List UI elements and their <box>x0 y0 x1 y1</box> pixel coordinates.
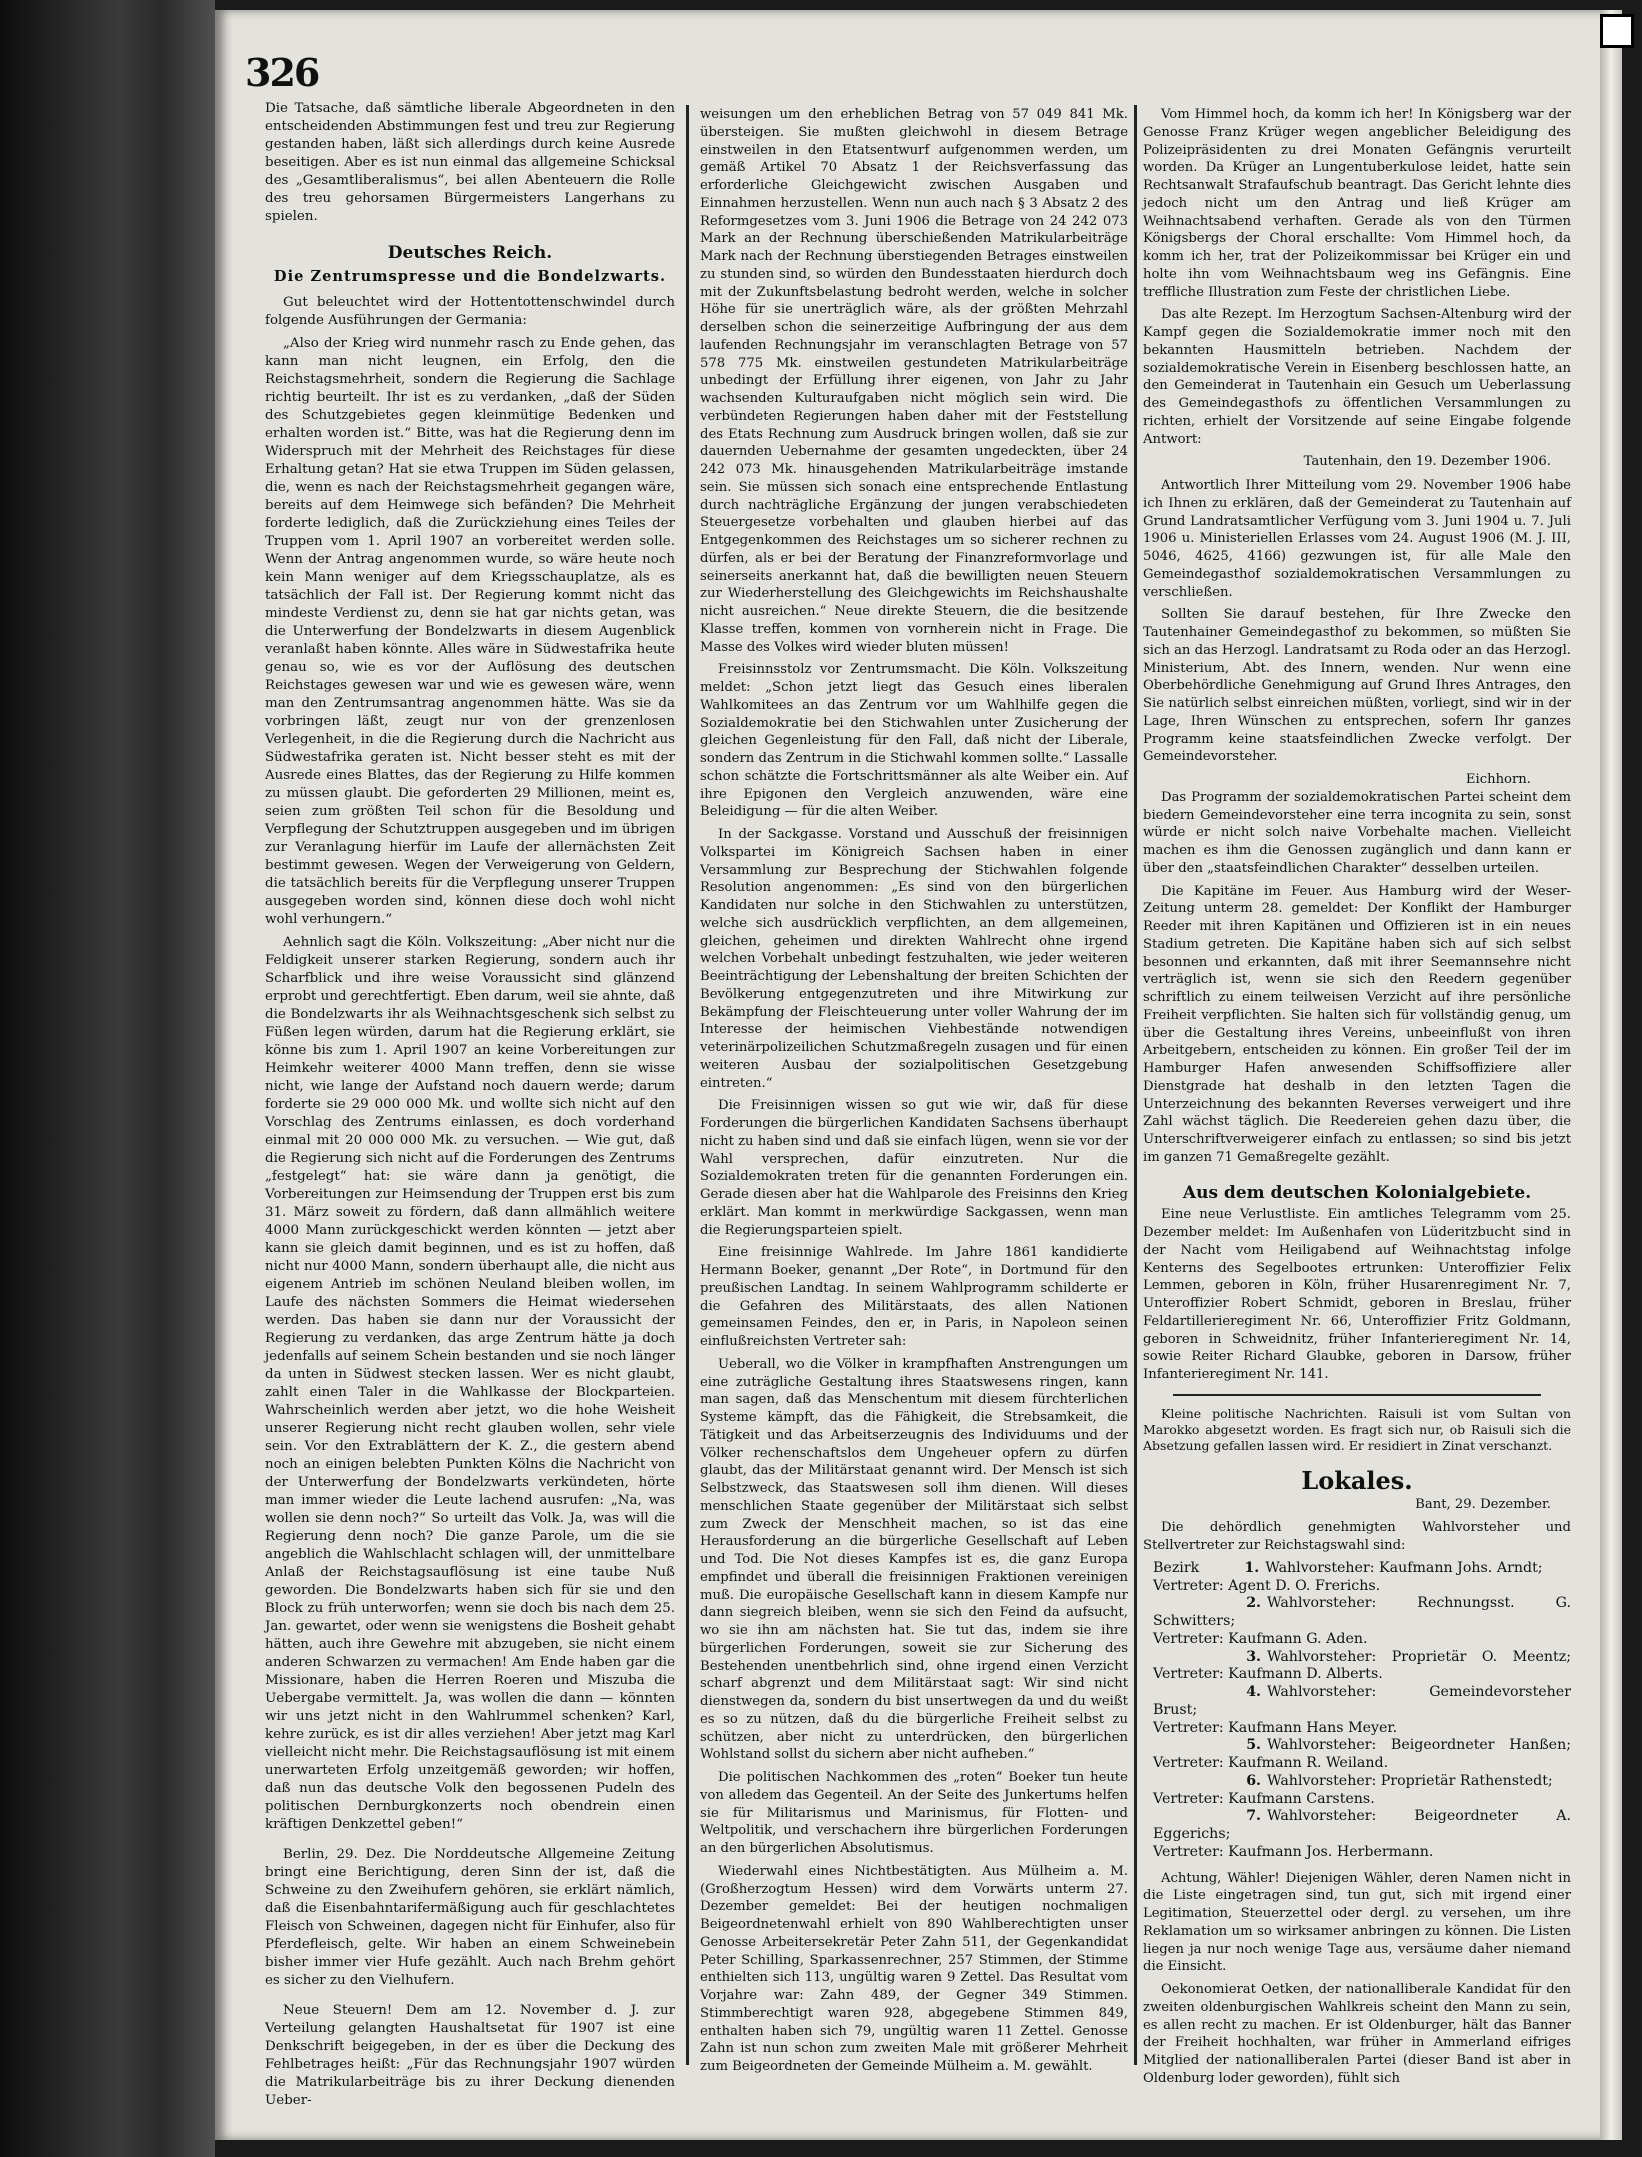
paragraph: Neue Steuern! Dem am 12. November d. J. zur Verteilung gelangten Haushaltsetat für 1907 ist eine Denkschrift beigegeben, in der es über die Deckung des Fehlbetrages heißt: „Für das Rechnungsjahr 1907 würden die Matrikularbeiträge bis zu ihrer Deckung dienenden Ueber- <box>265 2003 675 2108</box>
section-heading: Aus dem deutschen Kolonialgebiete. <box>1182 1182 1532 1203</box>
column-rule <box>1134 105 1137 2065</box>
paragraph: Eine freisinnige Wahlrede. Im Jahre 1861 kandidierte Hermann Boeker, genannt „Der Rote“, in Dortmund für den preußischen Landtag. In seinem Wahlprogramm schilderte er die Gefahren des Militärstaats, des allen Nationen gemeinsamen Feindes, den er, in Paris, in Napoleon seinen einflußreichsten Vertreter sah: <box>700 1245 1128 1349</box>
dateline: Bant, 29. Dezember. <box>1415 1496 1551 1512</box>
district-number: 3. <box>1246 1648 1261 1665</box>
list-item <box>1143 1808 1571 1844</box>
corner-marker <box>1600 14 1634 48</box>
intro-paragraph: Die Tatsache, daß sämtliche liberale Abgeordneten in den entscheidenden Abstimmungen fest und treu zur Regierung gestanden haben, läßt sich allerdings durch keine Ausrede beseitigen. Aber es ist nun einmal das allgemeine Schicksal des „Gesamtliberalismus“, bei allen Abenteuern die Rolle des treu gehorsamen Bürgermeisters Langerhans zu spielen. <box>265 101 675 224</box>
district-chair: Wahlvorsteher: Beigeordneter Hanßen; Vertreter: Kaufmann R. Weiland. <box>1153 1737 1571 1771</box>
paragraph: weisungen um den erheblichen Betrag von 57 049 841 Mk. übersteigen. Sie mußten gleichwohl in diesem Betrage einstweilen in den Etatsentwurf aufgenommen werden, um gemäß Artikel 70 Absatz 1 der Reichsverfassung das erforderliche Gleichgewicht zwischen Ausgaben und Einnahmen herzustellen. Wenn nun auch nach § 3 Absatz 2 des Reformgesetzes vom 3. Juni 1906 die Betrage von 24 242 073 Mark an der Rechnung überschießenden Matrikularbeiträge Mark nach der Rechnung überstiegenden Betrages einstweilen zu stunden sind, so würden den Bundesstaaten hierdurch doch mit der Zukunftsbelastung bedroht werden, welche in solcher Höhe für sie unerträglich wäre, als der größten Mehrzahl derselben schon die seinerzeitige Aufbringung der aus dem laufenden Rechnungsjahr im veranschlagten Betrage von 57 578 775 Mk. einstweilen gestundeten Matrikularbeiträge unbedingt der Erfüllung ihrer eigenen, von Jahr zu Jahr wachsenden Kulturaufgaben nicht möglich sein wird. Die verbündeten Regierungen haben daher mit der Feststellung des Etats Rechnung zum Ausdruck bringen wollen, daß sie zur dauernden Uebernahme der gesamten ungedeckten, über 24 242 073 Mk. hinausgehenden Matrikularbeiträge imstande sein. Sie müssen sich sonach eine entsprechende Entlastung durch nachträgliche Ergänzung der jungen verabschiedeten Steuergesetze vorbehalten und glauben hierbei auf das Entgegenkommen des Reichstages um so sicherer rechnen zu dürfen, als er bei der Beratung der Finanzreformvorlage und seinerseits anerkannt hat, daß die bewilligten neuen Steuern zur Wiederherstellung des Gleichgewichts im Reichshaushalte nicht ausreichen.“ Neue direkte Steuern, die die besitzende Klasse treffen, kommen von vornherein nicht in Frage. Die Masse des Volkes wird wieder bluten müssen! <box>700 107 1128 655</box>
paragraph: Achtung, Wähler! Diejenigen Wähler, deren Namen nicht in die Liste eingetragen sind, tun gut, sich mit irgend einer Legitimation, Steuerzettel oder dergl. zu versehen, um ihre Reklamation um so wirksamer anbringen zu können. Die Listen liegen ja nur noch wenige Tage aus, versäume daher niemand die Einsicht. <box>1143 1870 1571 1975</box>
page-number: 326 <box>245 50 319 95</box>
district-chair: Wahlvorsteher: Kaufmann Johs. Arndt; <box>1265 1559 1543 1576</box>
paragraph: Gut beleuchtet wird der Hottentottenschwindel durch folgende Ausführungen der Germania: <box>265 295 675 328</box>
district-list <box>1143 1560 1571 1862</box>
list-item <box>1143 1595 1571 1631</box>
district-number: 7. <box>1246 1808 1261 1825</box>
paragraph: Die Kapitäne im Feuer. Aus Hamburg wird der Weser-Zeitung unterm 28. gemeldet: Der Konflikt der Hamburger Reeder mit ihren Kapitänen und Offizieren ist in ein neues Stadium getreten. Die Kapitäne haben sich auf sich selbst besonnen und erkannten, daß mit ihrer Seemannsehre nicht verträglich ist, wenn sie sich den Reedern gegenüber schriftlich zu einem teilweisen Verzicht auf ihre persönliche Freiheit verpflichten. Sie halten sich für vollständig genug, um über die Gestaltung ihres Vereins, unbeeinflußt von ihren Arbeitgebern, entscheiden zu können. Ein großer Teil der im Hamburger Hafen anwesenden Schiffsoffiziere aller Dienstgrade hat deshalb in den letzten Tagen die Unterzeichnung des bekannten Reverses verweigert und ihre Zahl wächst täglich. Die Reedereien gehen dazu über, die Unterschriftverweigerer einfach zu entlassen; so sind bis jetzt im ganzen 71 Gemaßregelte gezählt. <box>1143 883 1571 1165</box>
list-item <box>1143 1649 1571 1685</box>
district-chair: Wahlvorsteher: Proprietär O. Meentz; Vertreter: Kaufmann D. Alberts. <box>1153 1648 1571 1683</box>
paragraph: Wiederwahl eines Nichtbestätigten. Aus Mülheim a. M. (Großherzogtum Hessen) wird dem Vorwärts unterm 27. Dezember gemeldet: Bei der heutigen nochmaligen Beigeordnetenwahl erhielt von 890 Wahlberechtigten unser Genosse Arbeitersekretär Peter Zahn 511, der Gegenkandidat Peter Schilling, Sparkassenrechner, 257 Stimmen, der Stimme enthielten sich 113, ungültig waren 9 Zettel. Das Resultat vom Vorjahre war: Zahn 489, der Gegner 349 Stimmen. Stimmberechtigt waren 928, abgegebene Stimmen 849, enthalten haben sich 79, ungültig waren 11 Zettel. Genosse Zahn ist nun schon zum zweiten Male mit größerer Mehrheit zum Beigeordneten der Gemeinde Mülheim a. M. gewählt. <box>700 1863 1128 2074</box>
district-deputy: Vertreter: Kaufmann Jos. Herbermann. <box>1153 1843 1434 1860</box>
paragraph: In der Sackgasse. Vorstand und Ausschuß der freisinnigen Volkspartei im Königreich Sachsen haben in einer Versammlung zur Besprechung der Stichwahlen folgende Resolution angenommen: „Es sind von den bürgerlichen Kandidaten nur solche in den Stichwahlen zu unterstützen, welche sich ausdrücklich verpflichten, an dem allgemeinen, gleichen, geheimen und direkten Wahlrecht ohne irgend welchen Vorbehalt unbedingt festzuhalten, wie jeder weiteren Beeinträchtigung der Lebenshaltung der breiten Schichten der Bevölkerung entgegenzutreten und ihre Mitwirkung zur Bekämpfung der Fleischteuerung unter voller Wahrung der im Interesse der heimischen Viehbestände notwendigen veterinärpolizeilichen Schutzmaßregeln zusagen und für einen weiteren Ausbau der sozialpolitischen Gesetzgebung eintreten.“ <box>700 827 1128 1091</box>
column-rule <box>686 105 689 2065</box>
district-chair: Wahlvorsteher: Gemeindevorsteher Brust; <box>1153 1684 1571 1718</box>
section-heading: Deutsches Reich. <box>387 243 553 263</box>
column-1 <box>265 100 675 2115</box>
paragraph: Aehnlich sagt die Köln. Volkszeitung: „Aber nicht nur die Feldigkeit unserer starken Regierung, sondern auch ihr Scharfblick und ihre weise Voraussicht sind glänzend erprobt und gerechtfertigt. Eben darum, weil sie ahnte, daß die Bondelzwarts ihr als Weihnachtsgeschenk sich selbst zu Füßen legen würden, darum hat die Regierung erklärt, sie könne bis zum 1. April 1907 an keine Vorbereitungen zur Heimkehr weiterer 4000 Mann treffen, denn sie wisse nicht, wie lange der Aufstand noch dauern werde; darum forderte sie 29 000 000 Mk. und wollte sich nicht auf den Vorschlag des Zentrums einlassen, es doch vorderhand einmal mit 20 000 000 Mk. zu versuchen. — Wie gut, daß die Regierung sich nicht auf die Forderungen des Zentrums „festgelegt“ hat: sie wäre dann ja genötigt, die Vorbereitungen zur Heimsendung der Truppen erst bis zum 31. März soweit zu fördern, daß dann allmählich weitere 4000 Mann zurückgeschickt werden könnten — jetzt aber kann sie gleich damit beginnen, und es ist zu hoffen, daß nicht nur 4000 Mann, sondern überhaupt alle, die nicht aus eigenem Antrieb im schönen Neuland bleiben wollen, im Laufe des nächsten Sommers die Heimat wiedersehen werden. Das haben sie dann nur der Voraussicht der Regierung zu verdanken, das arge Zentrum hätte ja doch jedenfalls auf seinem Schein bestanden und sie noch länger da unten in Südwest stecken lassen. Wer es nicht glaubt, zahlt einen Taler in die Wahlkasse der Blockparteien. Wahrscheinlich werden aber jetzt, wo die hohe Weisheit unserer Regierung nicht recht glauben wollen, sehr viele sein. Vor den Extrablättern der K. Z., die gestern abend noch an einigen belebten Punkten Kölns die Nachricht von der Unterwerfung der Bondelzwarts verkündeten, hörte man immer wieder die Leute lachend ausrufen: „Na, was wollen sie denn noch?“ So urteilt das Volk. Ja, was will die Regierung denn noch? Die ganze Parole, um die sie angeblich die Wahlschlacht schlagen will, der unmittelbare Anlaß der Reichstagsauflösung ist eine taube Nuß geworden. Die Bondelzwarts haben sich für sie und den Block zu früh unterworfen; wenn sie doch bis nach dem 25. Jan. gewartet, oder wenn sie wenigstens die Bosheit gehabt hätten, auch ihre Gewehre mit abzugeben, sie nicht einem anderen Schwarzen zu vermachen! Am Ende haben gar die Missionare, haben die Herren Roeren und Miszuba die Uebergabe vermittelt. Ja, was wollen die dann — könnten wir uns jetzt nicht in den Wahlrummel schenken? Karl, kehre zurück, es ist dir alles verziehen! Aber jetzt mag Karl vielleicht nicht mehr. Die Reichstagsauflösung ist mit einem unerwarteten Erfolg unzeitgemäß geworden; wir hoffen, daß nun das deutsche Volk den begossenen Pudeln des politischen Dernburgkonzerts noch obendrein einen kräftigen Denkzettel geben!“ <box>265 935 675 1832</box>
paragraph: Ueberall, wo die Völker in krampfhaften Anstrengungen um eine zuträgliche Gestaltung ihres Staatswesens ringen, kann man sagen, daß das Menschentum mit diesem fürchterlichen Systeme kämpft, das die Fähigkeit, die Strebsamkeit, die Tätigkeit und das Arbeitserzeugnis des Individuums und der Völker rechenschaftslos dem Ungeheuer opfern zu dürfen glaubt, das der Militärstaat genannt wird. Der Mensch ist sich Selbstzweck, das Staatswesen soll ihm dienen. Will dieses menschlichen Staate gegenüber der Militärstaat sich selbst zum Zweck der Menschheit machen, so ist das eine Herausforderung an die bürgerliche Gesellschaft auf Leben und Tod. Die Not dieses Kampfes ist es, die ganz Europa empfindet und überall die freisinnigen Fraktionen vereinigen muß. Die europäische Gesellschaft kann in diesem Kampfe nur dann siegreich bleiben, wenn sie sich den Feind da aufsucht, wo sie ihn am nächsten hat. Sie tut das, indem sie ihre bürgerlichen Forderungen, soweit sie zur Sicherung des Bestehenden unentbehrlich sind, ohne irgend einen Verzicht scharf abgrenzt und dem Militärstaat sagt: Wir sind nicht dienstwegen da, sondern du bist unsertwegen da und du weißt es so zu nützen, daß du die bürgerliche Freiheit selbst zu schützen, aber nicht zu unterdrücken, den bürgerlichen Wohlstand sollst du sichern aber nicht aufheben.“ <box>700 1356 1128 1763</box>
district-number: 1. <box>1244 1559 1260 1576</box>
divider <box>1173 1394 1541 1396</box>
district-chair: Wahlvorsteher: Rechnungsst. G. Schwitters; <box>1153 1595 1571 1629</box>
district-number: 2. <box>1246 1595 1261 1612</box>
list-item <box>1143 1737 1571 1773</box>
paragraph: Sollten Sie darauf bestehen, für Ihre Zwecke den Tautenhainer Gemeindegasthof zu bekommen, so müßten Sie sich an das Herzogl. Landratsamt zu Roda oder an das Herzogl. Ministerium, Abt. des Innern, wenden. Nur wenn eine Oberbehördliche Genehmigung auf Grund Ihres Antrages, den Sie natürlich selbst einreichen müßten, vorliegt, sind wir in der Lage, Ihren Wünschen zu entsprechen, sofern Ihr ganzes Programm keine staatsfeindlichen Zwecke verfolgt. Der Gemeindevorsteher. <box>1143 607 1571 765</box>
paragraph: Oekonomierat Oetken, der nationalliberale Kandidat für den zweiten oldenburgischen Wahlkreis scheint den Mann zu sein, es allen recht zu machen. Er ist Oldenburger, hält das Banner der Freiheit hochhalten, war früher in Ammerland eifriges Mitglied der nationalliberalen Partei (dieser Band ist aber in Oldenburg loder geworden), fühlt sich <box>1143 1982 1571 2086</box>
district-deputy: Vertreter: Agent D. O. Frerichs. <box>1153 1577 1381 1594</box>
page-edge <box>1600 10 1622 2140</box>
section-heading-lokales: Lokales. <box>1301 1465 1413 1495</box>
bezirk-label: Bezirk <box>1153 1559 1200 1576</box>
district-chair: Wahlvorsteher: Proprietär Rathenstedt; <box>1267 1772 1553 1789</box>
district-deputy: Vertreter: Kaufmann G. Aden. <box>1153 1630 1368 1647</box>
district-number: 4. <box>1246 1684 1261 1700</box>
list-item <box>1143 1773 1571 1791</box>
list-item <box>1143 1560 1571 1578</box>
article-heading: Die Zentrumspresse und die Bondelzwarts. <box>273 268 667 285</box>
signature: Eichhorn. <box>1465 772 1531 787</box>
paragraph: Die dehördlich genehmigten Wahlvorsteher und Stellvertreter zur Reichstagswahl sind: <box>1143 1520 1571 1553</box>
paragraph: Das alte Rezept. Im Herzogtum Sachsen-Altenburg wird der Kampf gegen die Sozialdemokratie immer noch mit den bekannten Hausmitteln betrieben. Nachdem der sozialdemokratische Verein in Eisenberg beschlossen hatte, an den Gemeinderat in Tautenhain ein Gesuch um Ueberlassung des Gemeindegasthofs zu öffentlichen Versammlungen zu richten, erhielt der Vorsitzende auf seine Eingabe folgende Antwort: <box>1143 307 1571 447</box>
letter-date: Tautenhain, den 19. Dezember 1906. <box>1303 454 1551 470</box>
district-chair: Wahlvorsteher: Beigeordneter A. Eggerichs; <box>1153 1808 1571 1842</box>
district-number: 5. <box>1246 1737 1261 1754</box>
district-deputy: Vertreter: Kaufmann Carstens. <box>1153 1790 1375 1807</box>
paragraph: Berlin, 29. Dez. Die Norddeutsche Allgemeine Zeitung bringt eine Berichtigung, deren Sinn der ist, daß die Schweine zu den Zweihufern gehören, sie erklärt nämlich, daß die Eisenbahntarifermäßigung auch für geschlachtetes Fleisch von Schweinen, dagegen nicht für Einhufer, also für Pferdefleisch, gelte. Wir haben an einem Schweinebein bisher immer vier Hufe gezählt. Auch nach Brehm gehört es sicher zu den Vielhufern. <box>265 1847 675 1988</box>
paragraph: Antwortlich Ihrer Mitteilung vom 29. November 1906 habe ich Ihnen zu erklären, daß der Gemeinderat zu Tautenhain auf Grund Landratsamtlicher Verfügung vom 3. Juni 1904 u. 7. Juli 1906 u. Ministeriellen Erlasses vom 24. August 1906 (M. J. III, 5046, 4625, 4166) gezwungen ist, für alle Male den Gemeindegasthof sozialdemokratischen Versammlungen zu verschließen. <box>1143 478 1571 600</box>
column-2 <box>700 106 1128 2081</box>
list-item <box>1143 1684 1571 1720</box>
paragraph: Vom Himmel hoch, da komm ich her! In Königsberg war der Genosse Franz Krüger wegen angeblicher Beleidigung des Polizeipräsidenten zu drei Monaten Gefängnis verurteilt worden. Da Krüger an Lungentuberkulose leidet, hatte sein Rechtsanwalt Strafaufschub beantragt. Das Gericht lehnte dies jedoch nicht um den Antrag und ließ Krüger am Weihnachtsabend verhaften. Gerade als von den Türmen Königsbergs der Choral erschallte: Vom Himmel hoch, da komm ich her, trat der Polizeikommissar bei Krüger ein und holte ihn vom Weihnachtsbaum weg ins Gefängnis. Eine treffliche Illustration zum Feste der christlichen Liebe. <box>1143 107 1571 300</box>
district-deputy: Vertreter: Kaufmann Hans Meyer. <box>1153 1719 1398 1736</box>
paragraph: Das Programm der sozialdemokratischen Partei scheint dem biedern Gemeindevorsteher eine terra incognita zu sein, sonst würde er nicht solch naive Vorbehalte machen. Vielleicht machen es ihm die Genossen zugänglich und dann kann er über den „staatsfeindlichen Charakter“ desselben urteilen. <box>1143 789 1571 876</box>
paragraph: „Also der Krieg wird nunmehr rasch zu Ende gehen, das kann man nicht leugnen, ein Erfolg, den die Reichstagsmehrheit, sondern die Regierung die Sachlage richtig beurteilt. Ihr ist es zu verdanken, „daß der Süden des Schutzgebietes gegen kleinmütige Bedenken und erhalten worden ist.“ Bitte, was hat die Regierung denn im Widerspruch mit der Mehrheit des Reichstages für diese Erhaltung getan? Hat sie etwa Truppen im Süden gelassen, die, wenn es nach der Reichstagsmehrheit gegangen wäre, bereits auf dem Heimwege sich befänden? Die Mehrheit forderte lediglich, daß die Zurückziehung eines Teiles der Truppen vom 1. April 1907 an vorbereitet werden solle. Wenn der Antrag angenommen wurde, so wäre heute noch kein Mann weniger auf dem Kriegsschauplatze, als es tatsächlich der Fall ist. Der Regierung kommt nicht das mindeste Verdienst zu, denn sie hat gar nichts getan, was die Unterwerfung der Bondelzwarts in diesem Augenblick veranlaßt haben könnte. Alles wäre in Südwestafrika heute genau so, wie es vor der Auflösung des deutschen Reichstages gewesen war und wie es gewesen wäre, wenn man den Zentrumsantrag angenommen hätte. Was sie da vorbringen läßt, zeugt nur von der grenzenlosen Verlegenheit, in die die Regierung durch die Nachricht aus Südwestafrika geraten ist. Nicht besser steht es mit der Ausrede eines Blattes, das der Regierung zu Hilfe kommen zu müssen glaubt. Die geforderten 29 Millionen, meint es, seien zum größten Teil schon für die Besoldung und Verpflegung der Schutztruppen ausgegeben und im übrigen zur Veranlagung hierfür im Laufe der allernächsten Zeit bestimmt gewesen. Wegen der Verweigerung von Geldern, die tatsächlich bereits für die Verpflegung unserer Truppen ausgegeben worden sind, können diese doch wohl nicht wohl verhungern.“ <box>265 336 675 927</box>
paragraph: Freisinnsstolz vor Zentrumsmacht. Die Köln. Volkszeitung meldet: „Schon jetzt liegt das Gesuch eines liberalen Wahlkomitees an das Zentrum vor um Wahlhilfe gegen die Sozialdemokratie bei den Stichwahlen unter Zusicherung der gleichen Gegenleistung für den Fall, daß nicht der Liberale, sondern das Zentrum in die Stichwahl kommen sollte.“ Lassalle schon schätzte die Fortschrittsmänner als alte Weiber ein. Auf ihre Epigonen den Vergleich anzuwenden, wäre eine Beleidigung — für die alten Weiber. <box>700 662 1128 820</box>
paragraph: Kleine politische Nachrichten. Raisuli ist vom Sultan von Marokko abgesetzt worden. Es fragt sich nur, ob Raisuli sich die Absetzung gefallen lassen wird. Er residiert in Zinat verschanzt. <box>1143 1405 1571 1453</box>
paragraph: Die Freisinnigen wissen so gut wie wir, daß für diese Forderungen die bürgerlichen Kandidaten Sachsens überhaupt nicht zu haben sind und daß sie einfach lügen, wenn sie vor der Wahl versprechen, dafür einzutreten. Nur die Sozialdemokraten treten für die genannten Forderungen ein. Gerade diesen aber hat die Wahlparole des Freisinns den Krieg erklärt. Man kommt in merkwürdige Sackgassen, wenn man die Regierungsparteien spielt. <box>700 1098 1128 1238</box>
paragraph: Eine neue Verlustliste. Ein amtliches Telegramm vom 25. Dezember meldet: Im Außenhafen von Lüderitzbucht sind in der Nacht vom Heiligabend auf Weihnachtstag infolge Kenterns des Segelbootes ertrunken: Unteroffizier Felix Lemmen, geboren in Köln, früher Husarenregiment Nr. 7, Unteroffizier Robert Schmidt, geboren in Breslau, früher Feldartillerieregiment Nr. 66, Unteroffizier Fritz Goldmann, geboren in Schweidnitz, früher Infanterieregiment Nr. 14, sowie Reiter Richard Glaubke, geboren in Darsow, früher Infanterieregiment Nr. 141. <box>1143 1207 1571 1382</box>
column-3 <box>1143 106 1571 2093</box>
paragraph: Die politischen Nachkommen des „roten“ Boeker tun heute von alledem das Gegenteil. An der Seite des Junkertums helfen sie für Militarismus und Marinismus, für Flotten- und Weltpolitik, und verschachern ihre bürgerlichen Forderungen an den bürgerlichen Absolutismus. <box>700 1770 1128 1856</box>
district-number: 6. <box>1246 1772 1261 1789</box>
book-binding <box>0 0 215 2157</box>
